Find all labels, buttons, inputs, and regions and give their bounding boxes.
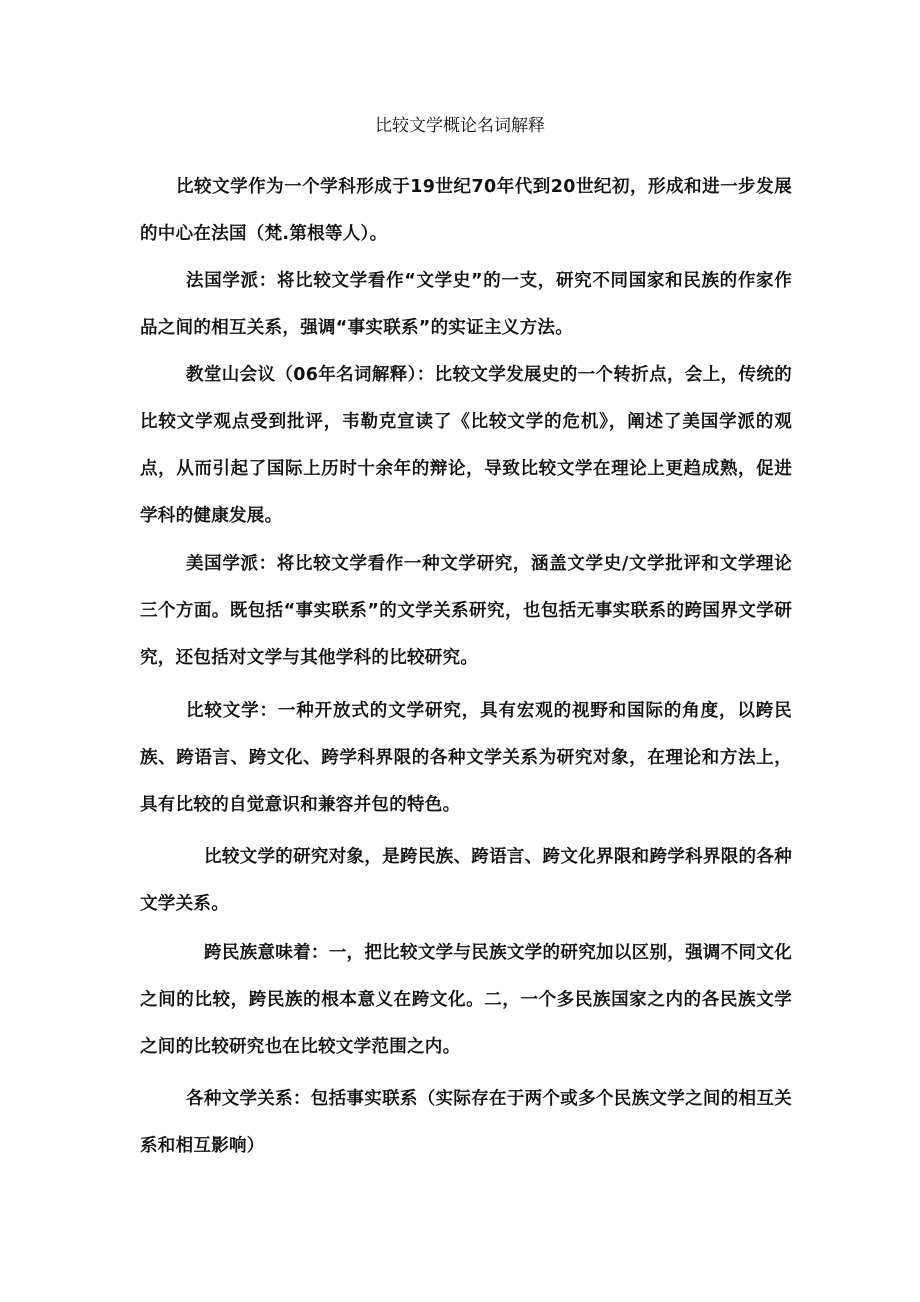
paragraph-chapel-hill-conference: 教堂山会议（06年名词解释）：比较文学发展史的一个转折点，会上，传统的比较文学观点受到批评，韦勒克宣读了《比较文学的危机》，阐述了美国学派的观点，从而引起了国际上历时十余年的辩论，导致比较文学在理论上更趋成熟，促进学科的健康发展。: [140, 365, 792, 526]
paragraph-research-object: 比较文学的研究对象，是跨民族、跨语言、跨文化界限和跨学科界限的各种文学关系。: [140, 847, 792, 914]
paragraph-comparative-literature-definition: 比较文学：一种开放式的文学研究，具有宏观的视野和国际的角度，以跨民族、跨语言、跨文化、跨学科界限的各种文学关系为研究对象，在理论和方法上，具有比较的自觉意识和兼容并包的特色。: [140, 701, 792, 815]
paragraph-french-school: 法国学派：将比较文学看作“文学史”的一支，研究不同国家和民族的作家作品之间的相互关系，强调“事实联系”的实证主义方法。: [140, 271, 792, 338]
paragraph-literary-relations: 各种文学关系：包括事实联系（实际存在于两个或多个民族文学之间的相互关系和相互影响）: [140, 1089, 792, 1156]
document-title: 比较文学概论名词解释: [375, 116, 545, 136]
paragraph-cross-national: 跨民族意味着：一，把比较文学与民族文学的研究加以区别，强调不同文化之间的比较，跨民族的根本意义在跨文化。二，一个多民族国家之内的各民族文学之间的比较研究也在比较文学范围之内。: [140, 943, 792, 1057]
paragraph-american-school: 美国学派：将比较文学看作一种文学研究，涵盖文学史/文学批评和文学理论三个方面。既包括“事实联系”的文学关系研究，也包括无事实联系的跨国界文学研究，还包括对文学与其他学科的比较研究。: [140, 554, 792, 668]
paragraph-discipline-origin: 比较文学作为一个学科形成于19世纪70年代到20世纪初，形成和进一步发展的中心在法国（梵.第根等人）。: [140, 177, 792, 244]
